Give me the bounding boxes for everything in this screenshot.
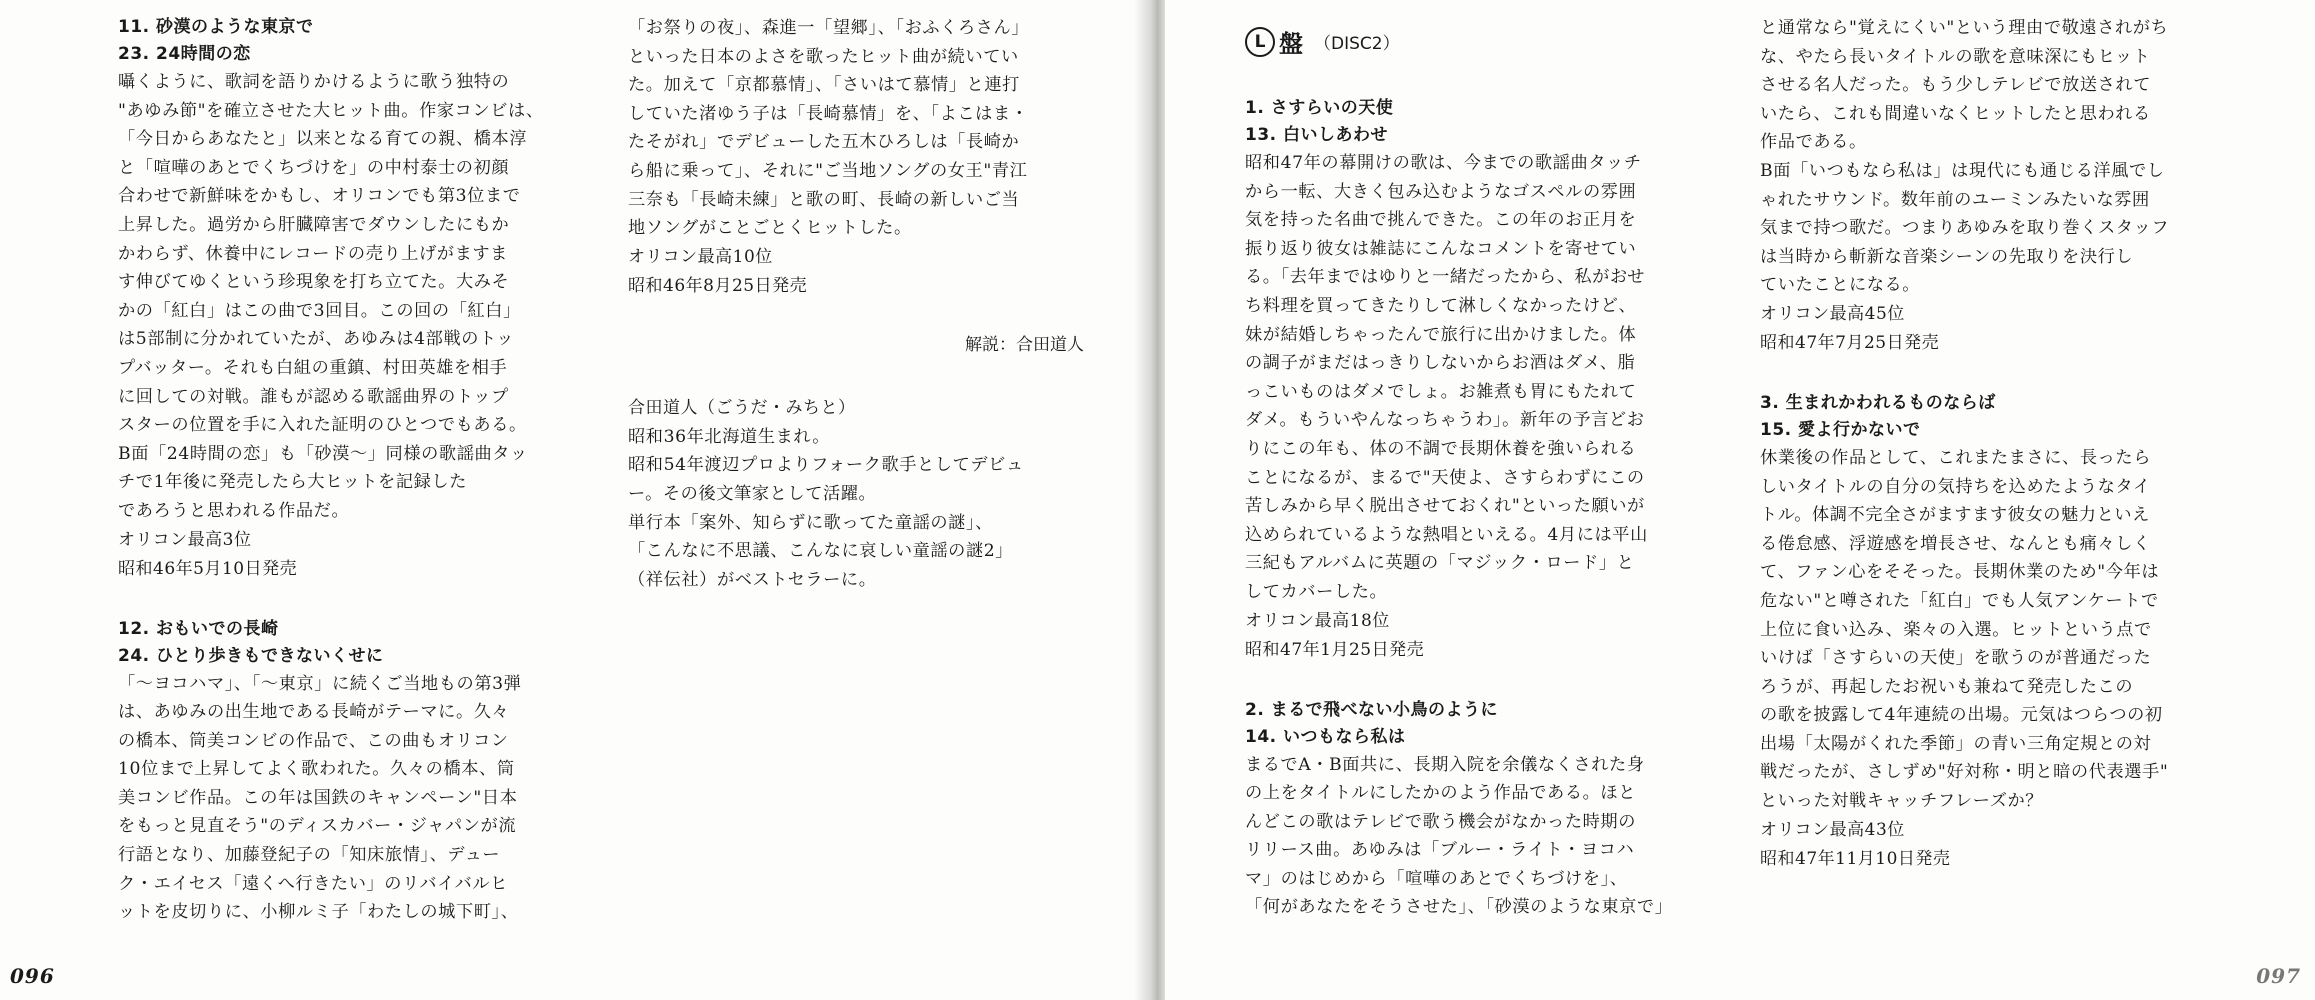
chart-rank: オリコン最高43位 [1760,819,1905,840]
article-body: 「～ヨコハマ」、「～東京」に続くご当地もの第3弾 は、あゆみの出生地である長崎がテーマに。久々 の橋本、筒美コンビの作品で、この曲もオリコン 10位まで上昇してよく歌われた。久々の橋本、筒 美コンビ作品。この年は国鉄のキャンペーン"日本 をもっと見直そう"のディスカバー・ジャパンが流 行語となり、加藤登紀子の「知床旅情」、デュー ク・エイセス「遠くへ行きたい」のリバイバルヒ ットを皮切りに、小柳ルミ子「わたしの城下町」、 [118,673,522,923]
page-number: 096 [10,964,55,988]
article-12 [118,616,580,927]
song-title-a-side: 3. 生まれかわれるものならば [1760,392,1996,413]
article-2-continued [1760,14,2220,358]
right-column-1 [1245,14,1705,954]
release-date: 昭和47年11月10日発売 [1760,848,1951,869]
left-page [0,0,1150,1000]
song-title-a-side: 11. 砂漠のような東京で [118,17,314,37]
song-title-b-side: 14. いつもなら私は [1245,726,1406,747]
song-title-b-side: 24. ひとり歩きもできないくせに [118,645,384,666]
disc-title [1245,24,1705,59]
article-2 [1245,697,1705,923]
song-title-a-side: 12. おもいでの長崎 [118,618,279,639]
article-3 [1760,390,2220,874]
disc-label: 盤 [1279,30,1304,58]
right-column-2 [1760,14,2220,906]
disc-letter-badge: L [1245,27,1275,57]
article-body: 昭和47年の幕開けの歌は、今までの歌謡曲タッチ から一転、大きく包み込むようなゴスペルの雰囲 気を持った名曲で挑んできた。この年のお正月を 振り返り彼女は雑誌にこんなコメントを寄せてい る。「去年まではゆりと一緒だったから、私がおせ ち料理を買ってきたりして淋しくなかったけど、 妹が結婚しちゃったんで旅行に出かけました。体 の調子がまだはっきりしないからお酒はダメ、脂 っこいものはダメでしょ。お雑煮も胃にもたれて ダメ。もういやんなっちゃうわ」。新年の予言どお りにこの年も、体の不調で長期休養を強いられる ことになるが、まるで"天使よ、さすらわずにこの 苦しみから早く脱出させておくれ"といった願いが 込められているような熱唱といえる。4月には平山 三紀もアルバムに英題の「マジック・ロード」と してカバーした。 [1245,153,1648,602]
release-date: 昭和47年7月25日発売 [1760,332,1940,353]
chart-rank: オリコン最高10位 [628,246,773,267]
article-body: まるでA・B面共に、長期入院を余儀なくされた身 の上をタイトルにしたかのよう作品である。ほと んどこの歌はテレビで歌う機会がなかった時期の リリース曲。あゆみは「ブルー・ライト・ヨコハ マ」のはじめから「喧嘩のあとでくちづけを」、 「何があなたをそうさせた」、「砂漠のような東京で」 [1245,754,1673,918]
commentary-credit: 解説：合田道人 [965,334,1084,355]
chart-rank: オリコン最高3位 [118,529,252,550]
author-name: 合田道人（ごうだ・みちと） [628,397,856,418]
chart-rank: オリコン最高18位 [1245,610,1390,631]
release-date: 昭和46年8月25日発売 [628,275,808,296]
song-title-a-side: 2. まるで飛べない小鳥のように [1245,699,1499,720]
left-column-2 [628,14,1090,594]
release-date: 昭和47年1月25日発売 [1245,639,1425,660]
article-body-continued: と通常なら"覚えにくい"という理由で敬遠されがち な、やたら長いタイトルの歌を意味深にもヒット させる名人だった。もう少しテレビで放送されて いたら、これも間違いなくヒットしたと思われる 作品である。 B面「いつもなら私は」は現代にも通じる洋風でし ゃれたサウンド。数年前のユーミンみたいな雰囲 気まで持つ歌だ。つまりあゆみを取り巻くスタッフ は当時から斬新な音楽シーンの先取りを決行し ていたことになる。 [1760,18,2170,296]
article-body: 休業後の作品として、これまたまさに、長ったら しいタイトルの自分の気持ちを込めたようなタイ トル。体調不完全さがますます彼女の魅力といえ る倦怠感、浮遊感を増長させ、なんとも痛々しく て、ファン心をそそった。長期休業のため"今年は 危ない"と噂された「紅白」でも人気アンケートで 上位に食い込み、楽々の入選。ヒットという点で いけば「さすらいの天使」を歌うのが普通だった ろうが、再起したお祝いも兼ねて発売したこの の歌を披露して4年連続の出場。元気はつらつの初 出場「太陽がくれた季節」の青い三角定規との対 戦だったが、さしずめ"好対称・明と暗の代表選手" といった対戦キャッチフレーズか？ [1760,447,2169,812]
song-title-b-side: 13. 白いしあわせ [1245,125,1389,145]
disc-subtitle: （DISC2） [1314,34,1400,54]
article-11 [118,14,580,584]
song-title-b-side: 23. 24時間の恋 [118,44,251,64]
song-title-b-side: 15. 愛よ行かないで [1760,419,1921,440]
chart-rank: オリコン最高45位 [1760,303,1905,324]
release-date: 昭和46年5月10日発売 [118,558,298,579]
article-body-continued: 「お祭りの夜」、森進一「望郷」、「おふくろさん」 といった日本のよさを歌ったヒット曲が続いてい た。加えて「京都慕情」、「さいはて慕情」と連打 していた渚ゆう子は「長崎慕情」を、「よこはま・ たそがれ」でデビューした五木ひろしは「長崎か ら船に乗って」、それに"ご当地ソングの女王"青江 三奈も「長崎未練」と歌の町、長崎の新しいご当 地ソングがことごとくヒットした。 [628,18,1030,239]
article-body: 囁くように、歌詞を語りかけるように歌う独特の "あゆみ節"を確立させた大ヒット曲。作家コンビは、 「今日からあなたと」以来となる育ての親、橋本淳 と「喧嘩のあとでくちづけを」の中村泰士の初顔 合わせで新鮮味をかもし、オリコンでも第3位まで 上昇した。過労から肝臓障害でダウンしたにもか かわらず、休養中にレコードの売り上げがますま す伸びてゆくという珍現象を打ち立てた。大みそ かの「紅白」はこの曲で3回目。この回の「紅白」 は5部制に分かれていたが、あゆみは4部戦のトッ プバッター。それも白組の重鎮、村田英雄を相手 に回しての対戦。誰もが認める歌謡曲界のトップ スターの位置を手に入れた証明のひとつでもある。 B面「24時間の恋」も「砂漠～」同様の歌謡曲タッ チで1年後に発売したら大ヒットを記録した であろうと思われる作品だ。 [118,72,544,521]
article-1 [1245,95,1705,665]
left-column-1 [118,14,580,959]
author-profile: 昭和36年北海道生まれ。 昭和54年渡辺プロよりフォーク歌手としてデビュ ー。その後文筆家として活躍。 単行本「案外、知らずに歌ってた童謡の謎」、 「こんなに不思議、こんなに哀しい童謡の謎2」 （祥伝社）がベストセラーに。 [628,426,1024,590]
song-title-a-side: 1. さすらいの天使 [1245,98,1394,118]
page-number: 097 [2256,964,2301,988]
